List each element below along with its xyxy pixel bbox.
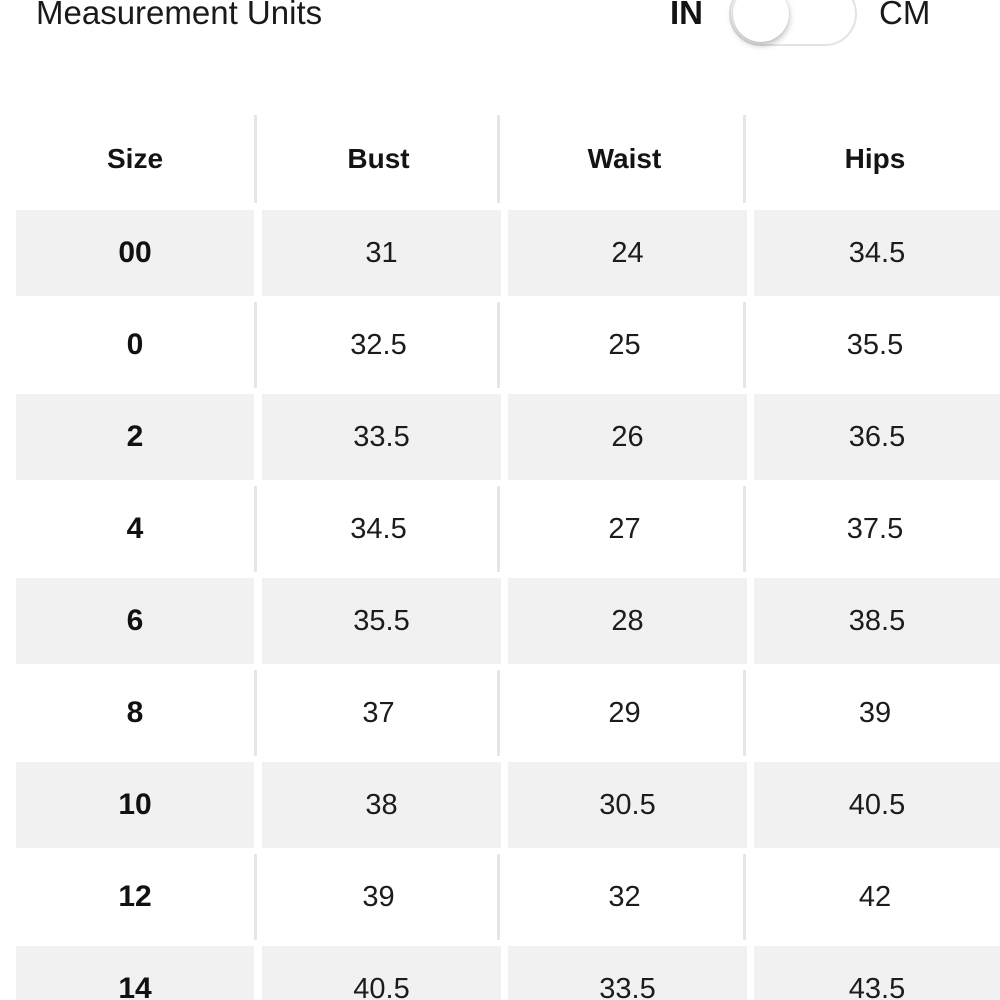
- measurement-units-label: Measurement Units: [36, 0, 323, 31]
- waist-cell: 24: [508, 210, 747, 296]
- table-row: [16, 575, 1000, 667]
- bust-cell: 32.5: [260, 302, 500, 388]
- waist-cell: 26: [508, 394, 747, 480]
- bust-cell: 40.5: [262, 946, 501, 1000]
- size-cell: 6: [16, 578, 254, 664]
- bust-cell: 35.5: [262, 578, 501, 664]
- hips-cell: 38.5: [754, 578, 1000, 664]
- size-cell: 4: [16, 486, 257, 572]
- table-row: [16, 943, 1000, 1000]
- waist-cell: 32: [506, 854, 746, 940]
- size-cell: 2: [16, 394, 254, 480]
- header-hips: Hips: [844, 143, 906, 174]
- table-row: [16, 667, 1000, 759]
- bust-cell: 31: [262, 210, 501, 296]
- size-table: [16, 115, 1000, 1000]
- waist-cell: 33.5: [508, 946, 747, 1000]
- measurement-units-row: [0, 0, 1000, 60]
- bust-cell: 38: [262, 762, 501, 848]
- header-waist: Waist: [506, 115, 746, 203]
- waist-cell: 29: [506, 670, 746, 756]
- header-bust: Bust: [260, 115, 500, 203]
- table-row: [16, 391, 1000, 483]
- hips-cell: 42: [752, 854, 998, 940]
- size-cell: 10: [16, 762, 254, 848]
- unit-option-cm[interactable]: CM: [879, 0, 931, 31]
- header-size: Size: [16, 115, 257, 203]
- waist-cell: 28: [508, 578, 747, 664]
- hips-cell: 43.5: [754, 946, 1000, 1000]
- table-row: [16, 851, 1000, 943]
- bust-cell: 37: [260, 670, 500, 756]
- hips-cell: 39: [752, 670, 998, 756]
- table-row: [16, 207, 1000, 299]
- hips-cell: 35.5: [752, 302, 998, 388]
- size-cell: 14: [16, 946, 254, 1000]
- size-cell: 00: [16, 210, 254, 296]
- size-cell: 8: [16, 670, 257, 756]
- waist-cell: 25: [506, 302, 746, 388]
- waist-cell: 30.5: [508, 762, 747, 848]
- units-toggle-switch[interactable]: [729, 0, 857, 46]
- unit-option-in[interactable]: IN: [670, 0, 703, 31]
- table-row: [16, 759, 1000, 851]
- waist-cell: 27: [506, 486, 746, 572]
- toggle-knob: [733, 0, 789, 42]
- size-cell: 0: [16, 302, 257, 388]
- size-cell: 12: [16, 854, 257, 940]
- bust-cell: 39: [260, 854, 500, 940]
- hips-cell: 40.5: [754, 762, 1000, 848]
- table-header-row: [16, 115, 1000, 207]
- hips-cell: 36.5: [754, 394, 1000, 480]
- table-body: [16, 207, 1000, 1000]
- hips-cell: 37.5: [752, 486, 998, 572]
- table-row: [16, 299, 1000, 391]
- bust-cell: 33.5: [262, 394, 501, 480]
- bust-cell: 34.5: [260, 486, 500, 572]
- hips-cell: 34.5: [754, 210, 1000, 296]
- table-row: [16, 483, 1000, 575]
